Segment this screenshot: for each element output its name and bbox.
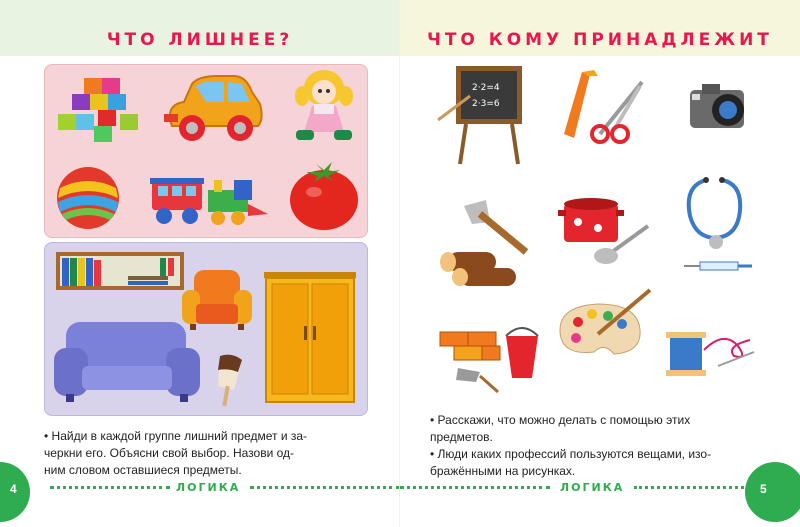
pot-and-ladle-icon xyxy=(556,194,654,274)
ice-cream-icon xyxy=(214,352,248,408)
comb-and-scissors-icon xyxy=(560,64,652,144)
bookshelf-icon xyxy=(54,250,186,292)
right-footer-dots xyxy=(634,486,750,493)
left-footer-dots xyxy=(50,486,170,493)
wardrobe-icon xyxy=(262,270,358,408)
doll-icon xyxy=(292,66,356,146)
right-page xyxy=(400,0,800,527)
left-footer-dots xyxy=(250,486,400,493)
bricks-and-bucket-icon xyxy=(436,322,546,398)
right-task-line: бражёнными на рисунках. xyxy=(430,464,576,478)
right-page-number: 5 xyxy=(760,482,767,496)
left-page-number: 4 xyxy=(10,482,17,496)
axe-and-logs-icon xyxy=(434,196,534,288)
board-line: 2·3=6 xyxy=(472,99,500,109)
right-task-line: • Люди каких профессий пользуются вещами, изо- xyxy=(430,447,712,461)
right-task-line: • Расскажи, что можно делать с помощью этих xyxy=(430,413,691,427)
car-icon xyxy=(162,72,266,144)
left-footer-label: ЛОГИКА xyxy=(176,481,241,494)
left-task-line: черкни его. Объясни свой выбор. Назови од- xyxy=(44,446,295,460)
right-page-title: ЧТО КОМУ ПРИНАДЛЕЖИТ xyxy=(427,30,773,50)
left-task-line: ним словом оставшиеся предметы. xyxy=(44,463,242,477)
thread-and-needle-icon xyxy=(664,326,756,380)
blackboard-icon xyxy=(436,64,526,168)
left-task-text xyxy=(44,428,370,479)
sofa-icon xyxy=(52,318,202,404)
right-footer-label: ЛОГИКА xyxy=(560,481,625,494)
ball-icon xyxy=(54,164,122,232)
cubes-icon xyxy=(54,74,146,144)
tomato-icon xyxy=(288,160,360,232)
palette-and-brush-icon xyxy=(554,286,654,362)
right-page-number-badge xyxy=(745,462,800,522)
right-footer-dots xyxy=(400,486,550,493)
right-task-line: предметов. xyxy=(430,430,493,444)
board-line: 2·2=4 xyxy=(472,83,500,93)
left-page-title: ЧТО ЛИШНЕЕ? xyxy=(106,30,294,50)
stethoscope-and-syringe-icon xyxy=(682,176,754,280)
train-icon xyxy=(150,176,272,228)
camera-icon xyxy=(688,80,754,132)
left-task-line: • Найди в каждой группе лишний предмет и за- xyxy=(44,429,308,443)
right-task-text xyxy=(430,412,756,480)
